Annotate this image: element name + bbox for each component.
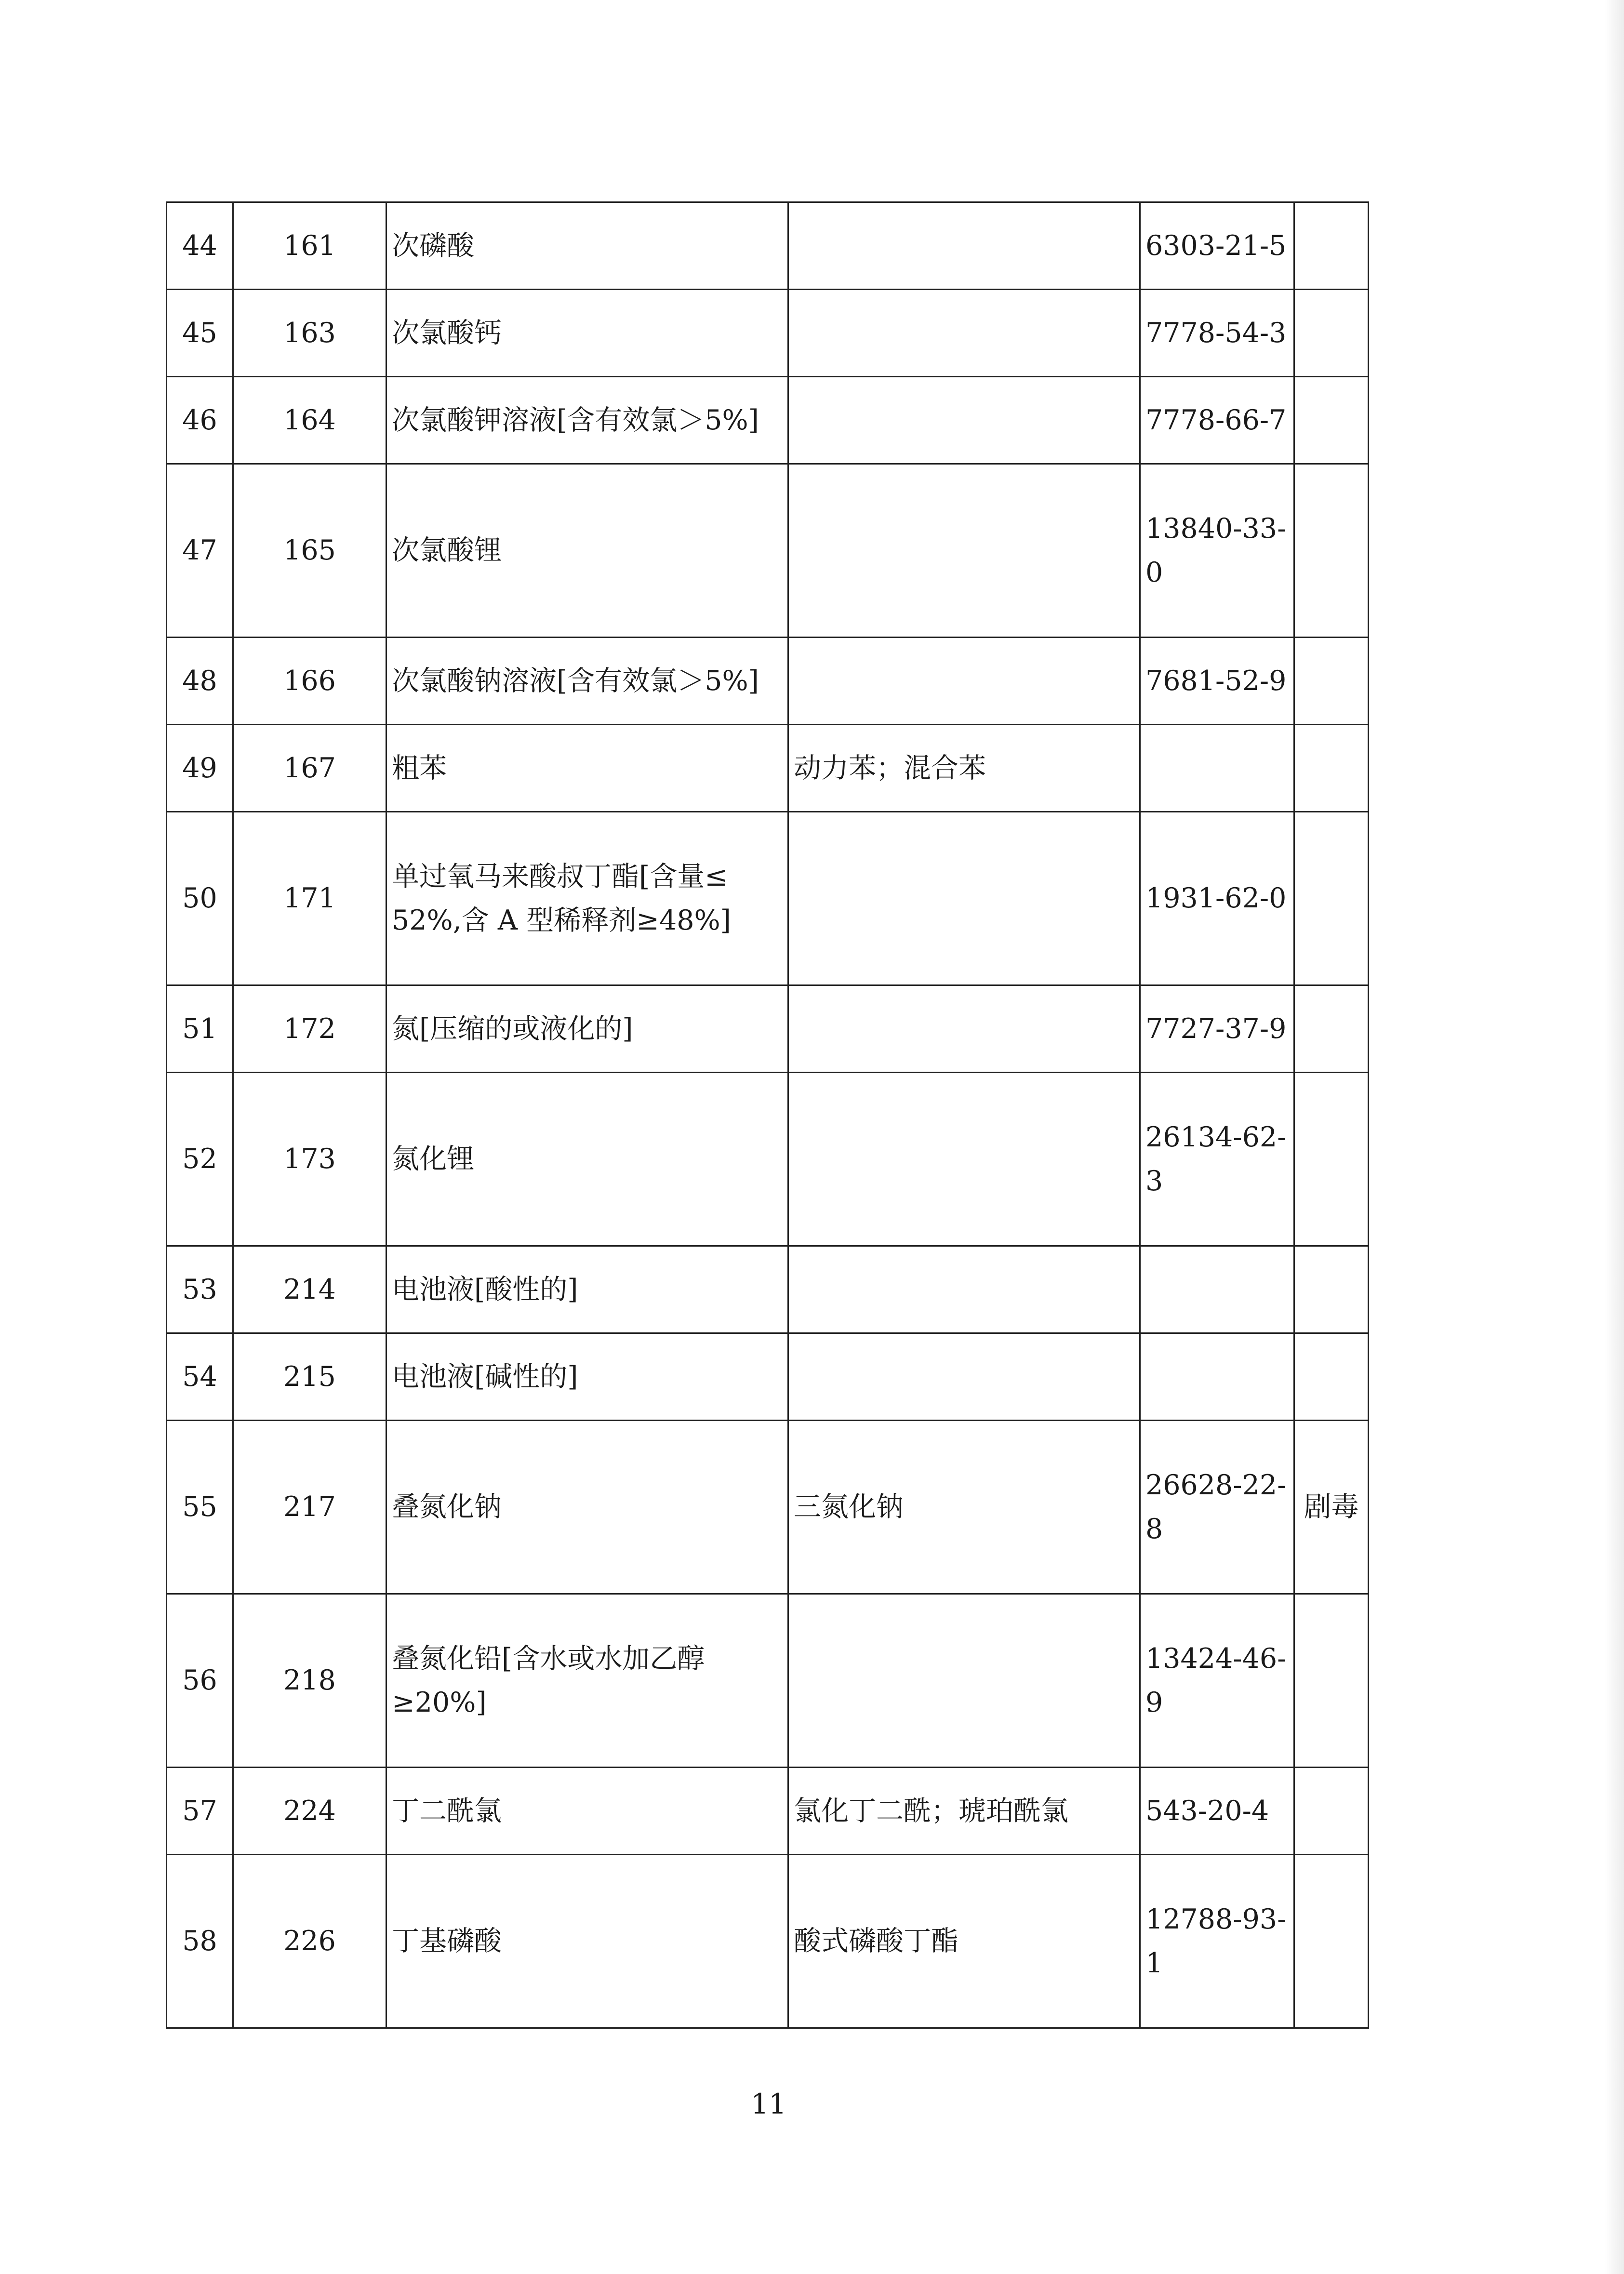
cell-alias-line: 三氮化钠 — [794, 1491, 904, 1523]
cell-cas-number — [1140, 638, 1294, 725]
cell-index: 54 — [167, 1333, 233, 1421]
cell-chemical-name-line: 叠氮化钠 — [392, 1491, 502, 1523]
cell-cas-number — [1140, 725, 1294, 812]
cell-catalog-number: 166 — [233, 638, 386, 725]
cell-cas-number-line: 3 — [1145, 1165, 1163, 1197]
cell-index: 57 — [167, 1768, 233, 1855]
cell-alias — [788, 725, 1140, 812]
cell-catalog-number: 164 — [233, 377, 386, 464]
cell-catalog-number: 215 — [233, 1333, 386, 1421]
table-row — [167, 1246, 1369, 1333]
cell-note — [1294, 1246, 1369, 1333]
cell-cas-number-line: 6303-21-5 — [1145, 229, 1287, 262]
cell-chemical-name — [386, 290, 788, 377]
cell-chemical-name — [386, 1333, 788, 1421]
cell-cas-number-line: 7727-37-9 — [1145, 1012, 1287, 1045]
table-row — [167, 638, 1369, 725]
cell-note — [1294, 812, 1369, 985]
cell-index: 49 — [167, 725, 233, 812]
cell-note — [1294, 1768, 1369, 1855]
cell-cas-number-line: 0 — [1145, 556, 1163, 588]
cell-chemical-name-line: 电池液[酸性的] — [392, 1273, 578, 1305]
cell-chemical-name-line: 粗苯 — [392, 752, 447, 784]
cell-chemical-name-line: 氮化锂 — [392, 1143, 474, 1175]
cell-cas-number-line: 1 — [1145, 1947, 1163, 1979]
cell-chemical-name-line: 氮[压缩的或液化的] — [392, 1012, 633, 1045]
cell-index: 47 — [167, 464, 233, 638]
cell-chemical-name-line: 次磷酸 — [392, 229, 474, 262]
cell-cas-number — [1140, 464, 1294, 638]
cell-cas-number — [1140, 1594, 1294, 1768]
table-row — [167, 1768, 1369, 1855]
cell-cas-number-line: 7778-54-3 — [1145, 317, 1287, 349]
table-row — [167, 1333, 1369, 1421]
cell-alias-line: 氯化丁二酰；琥珀酰氯 — [794, 1795, 1068, 1827]
cell-chemical-name — [386, 202, 788, 290]
cell-note — [1294, 1333, 1369, 1421]
cell-cas-number — [1140, 1333, 1294, 1421]
page-number: 11 — [751, 2088, 786, 2120]
cell-chemical-name-line: 次氯酸钙 — [392, 317, 502, 349]
cell-catalog-number: 214 — [233, 1246, 386, 1333]
cell-alias — [788, 1768, 1140, 1855]
cell-chemical-name — [386, 1594, 788, 1768]
cell-catalog-number: 161 — [233, 202, 386, 290]
cell-note — [1294, 290, 1369, 377]
cell-chemical-name — [386, 464, 788, 638]
cell-chemical-name — [386, 1246, 788, 1333]
cell-chemical-name-line: 单过氧马来酸叔丁酯[含量≤ — [392, 861, 728, 893]
cell-cas-number-line: 7681-52-9 — [1145, 665, 1287, 697]
cell-index: 51 — [167, 985, 233, 1073]
cell-chemical-name-line: 次氯酸钾溶液[含有效氯＞5%] — [392, 404, 759, 436]
cell-chemical-name-line: 丁基磷酸 — [392, 1925, 502, 1957]
cell-cas-number-line: 13840-33- — [1145, 513, 1287, 545]
cell-cas-number-line: 26628-22- — [1145, 1469, 1287, 1502]
table-row — [167, 985, 1369, 1073]
cell-cas-number — [1140, 290, 1294, 377]
cell-alias — [788, 202, 1140, 290]
cell-alias — [788, 1246, 1140, 1333]
cell-cas-number — [1140, 202, 1294, 290]
cell-chemical-name — [386, 1073, 788, 1246]
cell-catalog-number: 217 — [233, 1421, 386, 1594]
chemical-table — [166, 201, 1369, 2029]
cell-catalog-number: 218 — [233, 1594, 386, 1768]
cell-chemical-name — [386, 812, 788, 985]
cell-index: 45 — [167, 290, 233, 377]
cell-cas-number-line: 13424-46- — [1145, 1643, 1287, 1675]
table-row — [167, 1421, 1369, 1594]
cell-cas-number — [1140, 1246, 1294, 1333]
cell-cas-number-line: 543-20-4 — [1145, 1795, 1269, 1827]
cell-index: 58 — [167, 1855, 233, 2028]
cell-chemical-name-line: 叠氮化铅[含水或水加乙醇≥20%] — [392, 1643, 705, 1718]
cell-alias-line: 酸式磷酸丁酯 — [794, 1925, 958, 1957]
cell-chemical-name — [386, 1855, 788, 2028]
cell-cas-number-line: 1931-62-0 — [1145, 882, 1287, 915]
cell-index: 55 — [167, 1421, 233, 1594]
cell-alias-line: 动力苯；混合苯 — [794, 752, 986, 784]
cell-cas-number-line: 9 — [1145, 1686, 1163, 1718]
cell-cas-number — [1140, 1073, 1294, 1246]
cell-catalog-number: 172 — [233, 985, 386, 1073]
cell-alias — [788, 1421, 1140, 1594]
cell-chemical-name-line: 52%,含 A 型稀释剂≥48%] — [392, 904, 731, 936]
cell-note — [1294, 202, 1369, 290]
cell-alias — [788, 377, 1140, 464]
cell-note — [1294, 1855, 1369, 2028]
table-row — [167, 1594, 1369, 1768]
cell-note — [1294, 1594, 1369, 1768]
cell-catalog-number: 165 — [233, 464, 386, 638]
cell-cas-number-line: 7778-66-7 — [1145, 404, 1287, 436]
cell-index: 52 — [167, 1073, 233, 1246]
cell-note — [1294, 985, 1369, 1073]
cell-catalog-number: 224 — [233, 1768, 386, 1855]
cell-alias — [788, 290, 1140, 377]
table-row — [167, 812, 1369, 985]
cell-index: 53 — [167, 1246, 233, 1333]
cell-index: 50 — [167, 812, 233, 985]
cell-cas-number — [1140, 1421, 1294, 1594]
cell-index: 46 — [167, 377, 233, 464]
cell-alias — [788, 985, 1140, 1073]
cell-alias — [788, 1073, 1140, 1246]
cell-note — [1294, 1073, 1369, 1246]
cell-chemical-name — [386, 638, 788, 725]
cell-chemical-name-line: 丁二酰氯 — [392, 1795, 502, 1827]
cell-catalog-number: 163 — [233, 290, 386, 377]
table-row — [167, 1073, 1369, 1246]
cell-cas-number — [1140, 985, 1294, 1073]
cell-cas-number-line: 12788-93- — [1145, 1903, 1287, 1936]
cell-cas-number-line: 8 — [1145, 1513, 1163, 1545]
cell-chemical-name — [386, 1421, 788, 1594]
cell-index: 56 — [167, 1594, 233, 1768]
cell-note — [1294, 377, 1369, 464]
table-row — [167, 290, 1369, 377]
cell-chemical-name — [386, 725, 788, 812]
page-edge-shadow — [1605, 0, 1624, 2274]
cell-catalog-number: 226 — [233, 1855, 386, 2028]
cell-note: 剧毒 — [1294, 1421, 1369, 1594]
table-row — [167, 464, 1369, 638]
cell-alias — [788, 812, 1140, 985]
cell-chemical-name — [386, 985, 788, 1073]
cell-chemical-name — [386, 377, 788, 464]
cell-note — [1294, 725, 1369, 812]
table-row — [167, 202, 1369, 290]
cell-chemical-name — [386, 1768, 788, 1855]
cell-alias — [788, 1594, 1140, 1768]
cell-index: 44 — [167, 202, 233, 290]
cell-chemical-name-line: 次氯酸锂 — [392, 534, 502, 567]
table-body — [167, 202, 1369, 2028]
cell-alias — [788, 1333, 1140, 1421]
cell-catalog-number: 171 — [233, 812, 386, 985]
cell-alias — [788, 1855, 1140, 2028]
table-row — [167, 725, 1369, 812]
table-row — [167, 1855, 1369, 2028]
cell-catalog-number: 167 — [233, 725, 386, 812]
cell-catalog-number: 173 — [233, 1073, 386, 1246]
cell-alias — [788, 638, 1140, 725]
cell-chemical-name-line: 次氯酸钠溶液[含有效氯＞5%] — [392, 665, 759, 697]
cell-chemical-name-line: 电池液[碱性的] — [392, 1360, 578, 1393]
cell-index: 48 — [167, 638, 233, 725]
cell-note — [1294, 638, 1369, 725]
table-row — [167, 377, 1369, 464]
cell-alias — [788, 464, 1140, 638]
cell-cas-number-line: 26134-62- — [1145, 1121, 1287, 1154]
cell-cas-number — [1140, 812, 1294, 985]
cell-cas-number — [1140, 1855, 1294, 2028]
cell-note — [1294, 464, 1369, 638]
cell-cas-number — [1140, 1768, 1294, 1855]
cell-cas-number — [1140, 377, 1294, 464]
